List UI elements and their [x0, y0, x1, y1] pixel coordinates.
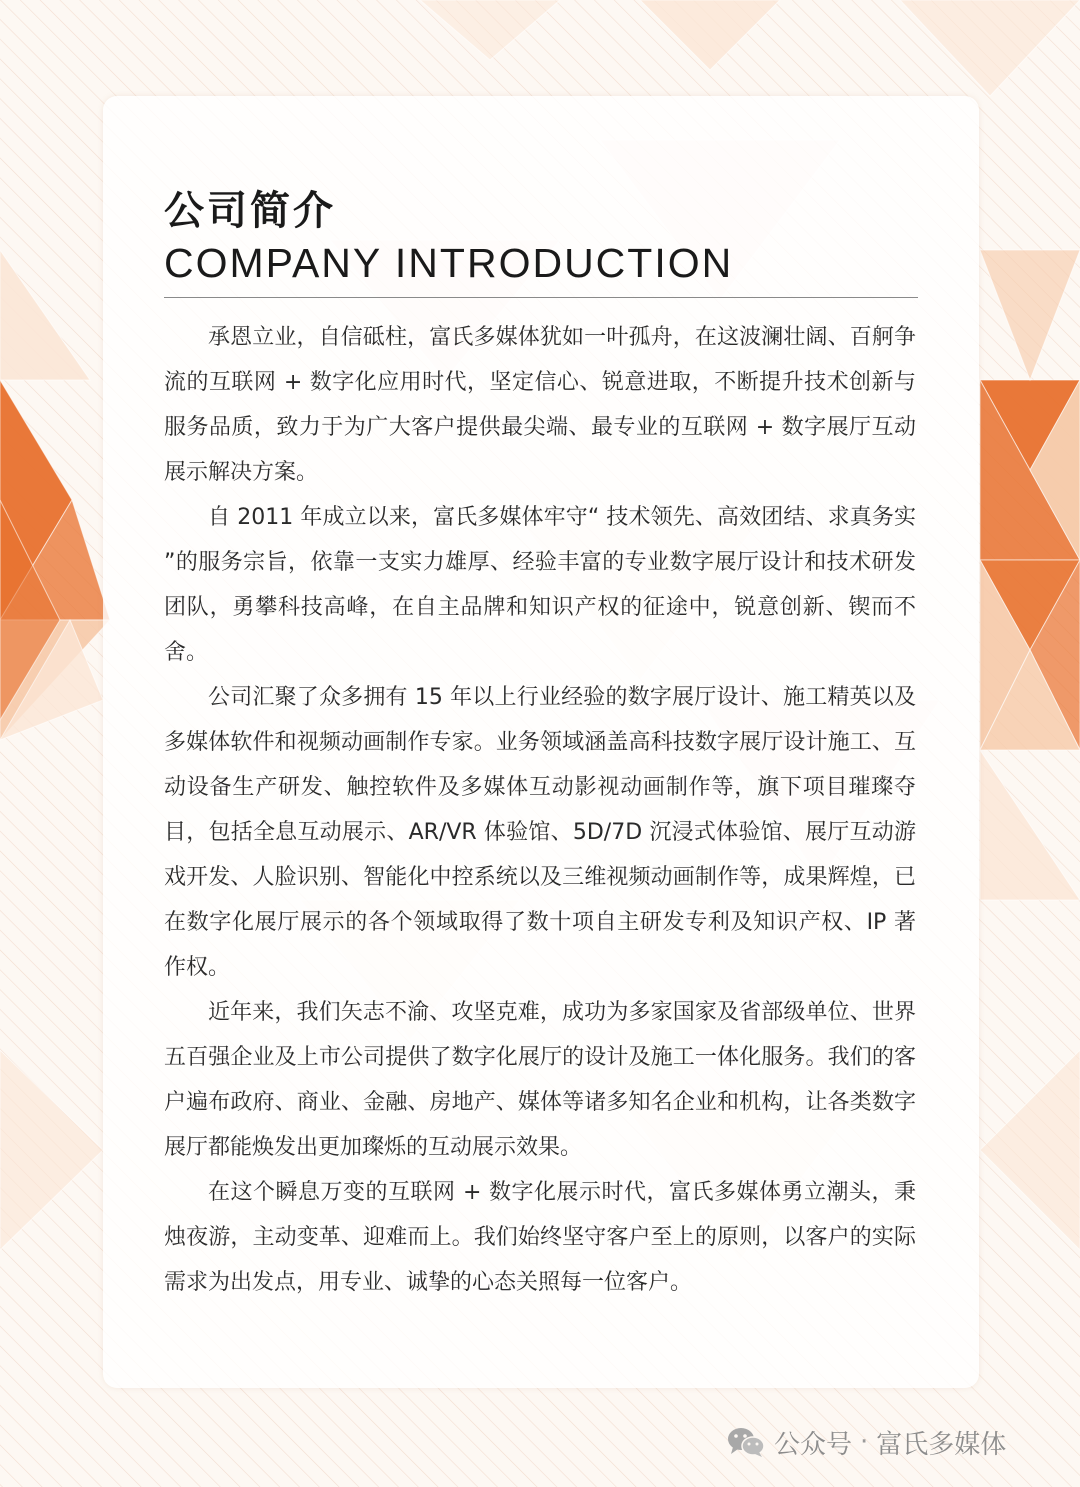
paragraph: 公司汇聚了众多拥有 15 年以上行业经验的数字展厅设计、施工精英以及多媒体软件和视频动画制作专家。业务领域涵盖高科技数字展厅设计施工、互动设备生产研发、触控软件及多媒体互动影视动画制作等，旗下项目璀璨夺目，包括全息互动展示、AR/VR 体验馆、5D/7D 沉浸式体验馆、展厅互动游戏开发、人脸识别、智能化中控系统以及三维视频动画制作等，成果辉煌，已在数字化展厅展示的各个领域取得了数十项自主研发专利及知识产权、IP 著作权。 [164, 685, 916, 980]
title-divider [164, 297, 918, 298]
page-subtitle: COMPANY INTRODUCTION [164, 240, 734, 286]
wechat-watermark [726, 1422, 1006, 1462]
paragraph: 自 2011 年成立以来，富氏多媒体牢守“ 技术领先、高效团结、求真务实 ”的服务宗旨，依靠一支实力雄厚、经验丰富的专业数字展厅设计和技术研发团队，勇攀科技高峰，在自主品牌和知识产权的征途中，锐意创新、锲而不舍。 [164, 505, 916, 665]
page-title: 公司简介 [164, 188, 336, 234]
watermark-account: 富氏多媒体 [876, 1429, 1007, 1460]
paragraph: 承恩立业，自信砥柱，富氏多媒体犹如一叶孤舟，在这波澜壮阔、百舸争流的互联网 + 数字化应用时代，坚定信心、锐意进取，不断提升技术创新与服务品质，致力于为广大客户提供最尖端、最专业的互联网 + 数字展厅互动展示解决方案。 [164, 325, 916, 485]
intro-body [164, 315, 916, 1305]
watermark-prefix: 公众号 [774, 1429, 853, 1460]
paragraph: 在这个瞬息万变的互联网 + 数字化展示时代，富氏多媒体勇立潮头，秉烛夜游，主动变革、迎难而上。我们始终坚守客户至上的原则，以客户的实际需求为出发点，用专业、诚挚的心态关照每一位客户。 [164, 1180, 916, 1295]
paragraph: 近年来，我们矢志不渝、攻坚克难，成功为多家国家及省部级单位、世界五百强企业及上市公司提供了数字化展厅的设计及施工一体化服务。我们的客户遍布政府、商业、金融、房地产、媒体等诸多知名企业和机构，让各类数字展厅都能焕发出更加璨烁的互动展示效果。 [164, 1000, 916, 1160]
wechat-icon [726, 1425, 766, 1459]
watermark-separator: · [860, 1427, 869, 1457]
